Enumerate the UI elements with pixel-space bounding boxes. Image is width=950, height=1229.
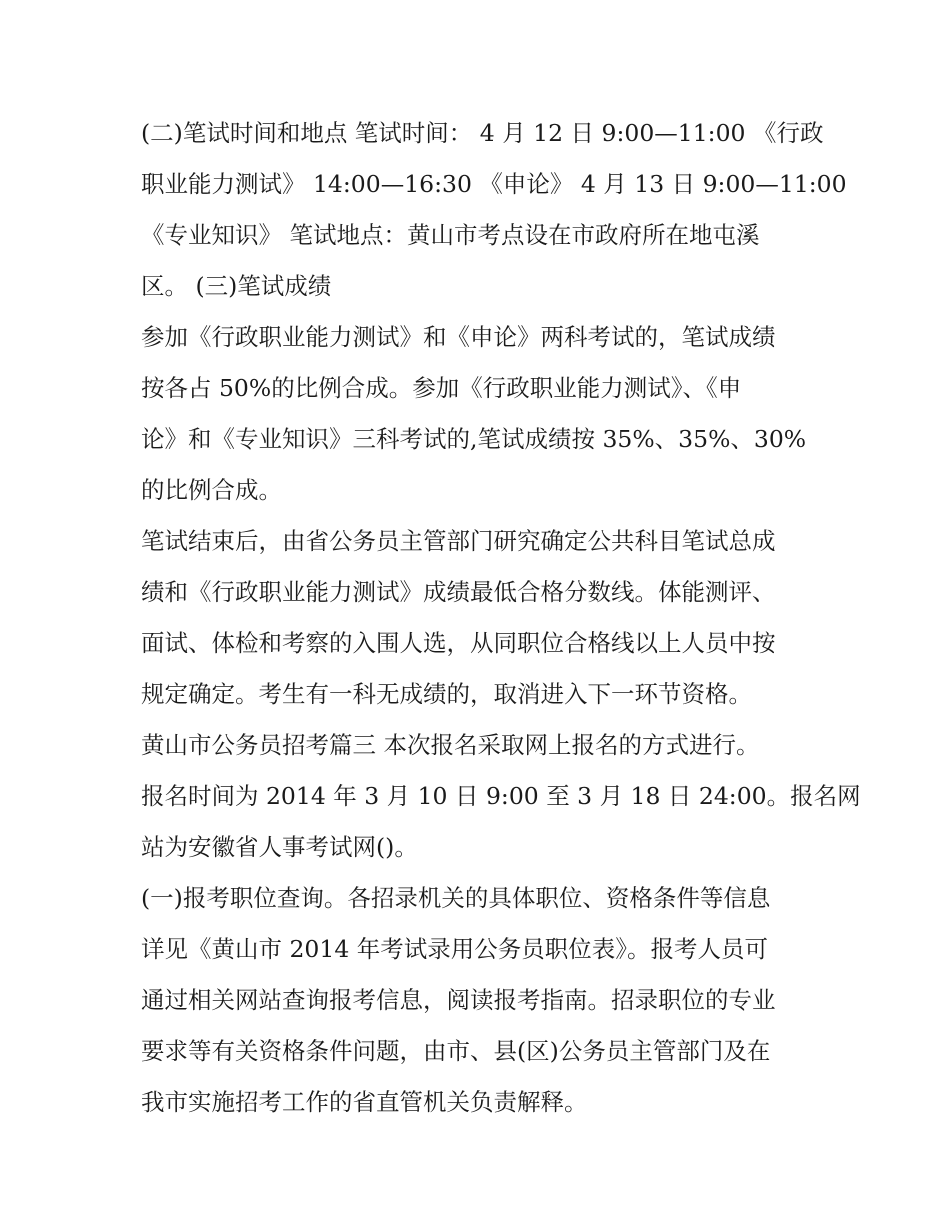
text-line: 笔试结束后，由省公务员主管部门研究确定公共科目笔试总成 [141, 527, 776, 555]
text-line: 规定确定。考生有一科无成绩的，取消进入下一环节资格。 [141, 680, 752, 708]
text-line: (二)笔试时间和地点 笔试时间： 4 月 12 日 9:00—11:00 《行政 [141, 119, 824, 147]
paragraph-position-query [141, 873, 813, 1128]
text-line: 参加《行政职业能力测试》和《申论》两科考试的，笔试成绩 [141, 323, 776, 351]
text-line: 站为安徽省人事考试网()。 [141, 833, 418, 861]
text-line: 我市实施招考工作的省直管机关负责解释。 [141, 1088, 588, 1116]
text-line: 区。 (三)笔试成绩 [141, 272, 332, 300]
paragraph-score-composition [141, 312, 813, 516]
text-line: 按各占 50%的比例合成。参加《行政职业能力测试》、《申 [141, 374, 742, 402]
text-line: 绩和《行政职业能力测试》成绩最低合格分数线。体能测评、 [141, 578, 776, 606]
text-line: 职业能力测试》 14:00—16:30 《申论》 4 月 13 日 9:00—11:00 [141, 170, 847, 198]
text-line: 论》和《专业知识》三科考试的,笔试成绩按 35%、35%、30% [141, 425, 807, 453]
text-line: 面试、体检和考察的入围人选，从同职位合格线以上人员中按 [141, 629, 776, 657]
text-line: 通过相关网站查询报考信息，阅读报考指南。招录职位的专业 [141, 986, 776, 1014]
text-line: 《专业知识》 笔试地点：黄山市考点设在市政府所在地屯溪 [141, 221, 760, 249]
document-page [141, 108, 861, 1128]
text-line: 黄山市公务员招考篇三 本次报名采取网上报名的方式进行。 [141, 731, 760, 759]
text-line: 详见《黄山市 2014 年考试录用公务员职位表》。报考人员可 [141, 935, 768, 963]
text-line: (一)报考职位查询。各招录机关的具体职位、资格条件等信息 [141, 884, 771, 912]
paragraph-written-exam-schedule [141, 108, 847, 312]
text-line: 要求等有关资格条件问题，由市、县(区)公务员主管部门及在 [141, 1037, 771, 1065]
paragraph-passing-line [141, 516, 813, 720]
text-line: 报名时间为 2014 年 3 月 10 日 9:00 至 3 月 18 日 24:00。报名网 [141, 782, 861, 810]
text-line: 的比例合成。 [141, 476, 282, 504]
paragraph-registration [141, 720, 861, 873]
